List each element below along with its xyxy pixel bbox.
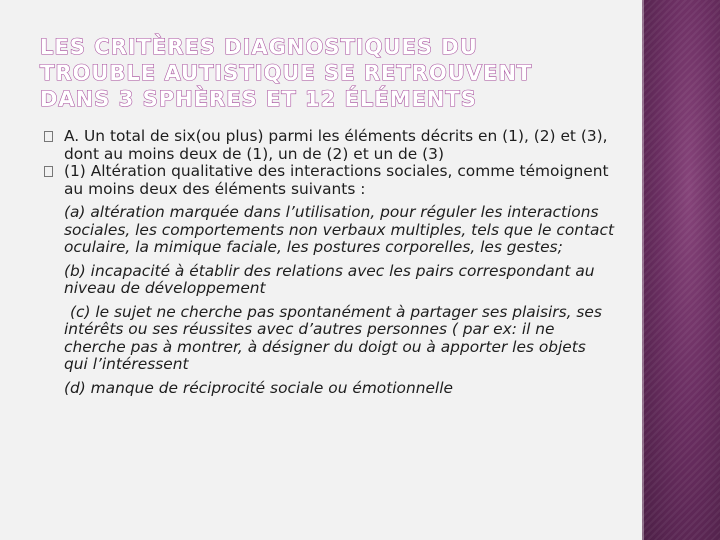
sub-item-c: (c) le sujet ne cherche pas spontanément à partager ses plaisirs, ses intérêts ou ses réussites avec d’autres personnes ( par ex: il ne cherche pas à montrer, à désigner du doigt ou à apporter les objets qui l’intéressent xyxy=(64,302,602,373)
bullet-box-icon xyxy=(44,166,53,177)
slide-content xyxy=(44,128,614,397)
bullet-text: (1) Altération qualitative des interactions sociales, comme témoignent au moins deux des éléments suivants : xyxy=(64,162,609,198)
sub-item-d: (d) manque de réciprocité sociale ou émotionnelle xyxy=(64,378,453,397)
bullet-item-1 xyxy=(44,163,614,198)
sub-item-b: (b) incapacité à établir des relations avec les pairs correspondant au niveau de développement xyxy=(64,261,595,297)
slide-title: LES CRITÈRES DIAGNOSTIQUES DU TROUBLE AUTISTIQUE SE RETROUVENT DANS 3 SPHÈRES ET 12 ÉLÉMENTS xyxy=(40,35,533,111)
bullet-box-icon xyxy=(44,131,53,142)
bullet-item-a xyxy=(44,128,614,163)
decorative-side-band xyxy=(642,0,720,540)
bullet-text: A. Un total de six(ou plus) parmi les éléments décrits en (1), (2) et (3), dont au moins deux de (1), un de (2) et un de (3) xyxy=(64,127,608,163)
sub-item-a: (a) altération marquée dans l’utilisation, pour réguler les interactions sociales, les comportements non verbaux multiples, tels que le contact oculaire, la mimique faciale, les postures corporelles, les gestes; xyxy=(64,203,614,256)
